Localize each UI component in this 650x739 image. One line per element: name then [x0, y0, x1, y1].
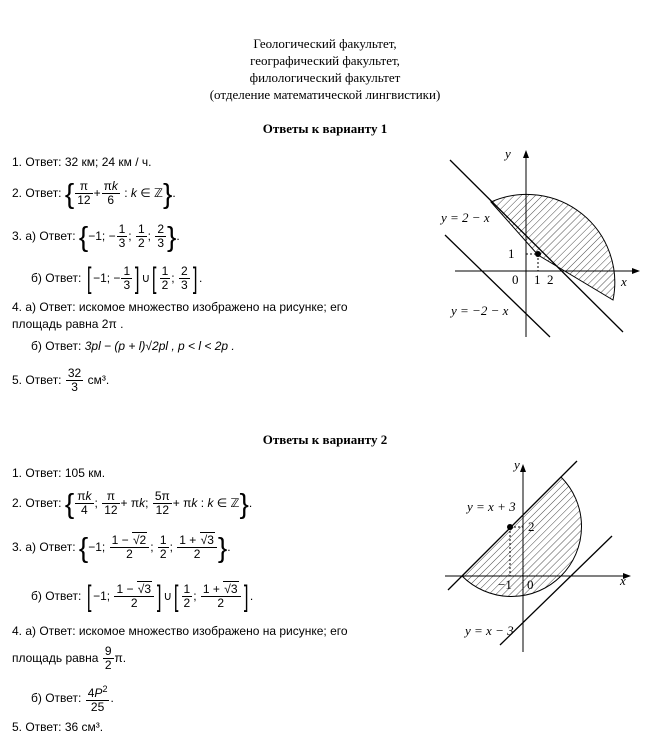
v1-answer-5-label: 5. Ответ:: [12, 373, 62, 387]
v1-answer-4b-expr: 3pl − (p + l)√2pl , p < l < 2p .: [84, 339, 235, 353]
header-line-2: географический факультет,: [250, 53, 400, 68]
v1-answer-4a-cont: площадь равна 2π .: [12, 317, 124, 331]
v1-tick-1x: 1: [534, 272, 541, 287]
v1-answer-3a-label: 3. а) Ответ:: [12, 229, 76, 243]
v2-answer-4a-cont: площадь равна $\frac{9}{2}$ π.: [12, 644, 127, 673]
v2-answer-5: 5. Ответ: 36 см³.: [12, 720, 104, 734]
variant1-title: Ответы к варианту 1: [262, 121, 388, 136]
v1-line-upper-label: y = 2 − x: [441, 210, 490, 225]
v2-shaded-region: [462, 477, 582, 597]
v1-answer-5-unit: см³.: [87, 373, 110, 387]
v2-point: [507, 524, 513, 530]
v1-x-label: x: [621, 274, 627, 289]
v1-answer-4b-label: б) Ответ:: [31, 339, 82, 353]
v1-tick-1y: 1: [508, 246, 515, 261]
v1-answer-1: 1. Ответ: 32 км; 24 км / ч.: [12, 155, 152, 169]
v2-answer-2: 2. Ответ: { $\frac{\pi k}{4}$ ; $\frac{\pi}{12}$ + πk; $\frac{5\pi}{12}$ + πk : k ∈ ℤ}.: [12, 487, 253, 519]
header-line-1: Геологический факультет,: [253, 36, 397, 51]
v1-y-arrow: [523, 150, 529, 158]
v2-tick-0: 0: [527, 577, 534, 592]
variant2-title: Ответы к варианту 2: [262, 432, 388, 447]
v2-answer-1: 1. Ответ: 105 км.: [12, 466, 106, 480]
v2-y-arrow: [520, 464, 526, 472]
v1-answer-3a: 3. а) Ответ: {−1; − $\frac{1}{3}$ ; $\frac{1}{2}$ ; $\frac{2}{3}$ }.: [12, 220, 180, 252]
v1-y-label: y: [505, 146, 511, 161]
v2-answer-4a: 4. а) Ответ: искомое множество изображено на рисунке; его: [12, 624, 348, 638]
v1-figure: [435, 140, 645, 340]
v2-answer-3b-label: б) Ответ:: [31, 589, 82, 603]
v2-line-upper-label: y = x + 3: [467, 499, 516, 514]
v2-answer-4b: б) Ответ: $\frac{4P^2}{25}$ .: [31, 684, 114, 715]
header-line-4: (отделение математической лингвистики): [209, 87, 441, 102]
v1-answer-2-label: 2. Ответ:: [12, 186, 62, 200]
header-line-3: филологический факультет: [249, 70, 401, 85]
v2-answer-4a-cont-label: площадь равна: [12, 651, 99, 665]
v2-answer-3a: 3. а) Ответ: {−1; $\frac{1 - √2}{2}$ ; $\frac{1}{2}$ ; $\frac{1 + √3}{2}$ }.: [12, 531, 231, 563]
v2-answer-3b: б) Ответ: [ −1; $\frac{1 - √3}{2}$ ] ∪[ $\frac{1}{2}$ ; $\frac{1 + √3}{2}$ ] .: [31, 579, 254, 613]
v1-tick-0: 0: [512, 272, 519, 287]
v1-answer-4b: [31, 339, 235, 353]
v2-y-label: y: [514, 457, 520, 472]
v1-answer-5: 5. Ответ: $\frac{32}{3}$ см³.: [12, 366, 110, 395]
v2-answer-2-label: 2. Ответ:: [12, 496, 62, 510]
v1-tick-2x: 2: [547, 272, 554, 287]
v2-line-lower-label: y = x − 3: [465, 623, 514, 638]
v1-answer-3b-label: б) Ответ:: [31, 271, 82, 285]
v2-figure: [440, 452, 645, 657]
v2-answer-4b-label: б) Ответ:: [31, 691, 82, 705]
v1-answer-4a: 4. а) Ответ: искомое множество изображено на рисунке; его: [12, 300, 348, 314]
v1-line-lower-label: y = −2 − x: [451, 303, 509, 318]
v2-tick-m1: −1: [498, 577, 512, 592]
v2-x-label: x: [620, 573, 626, 588]
v2-tick-2: 2: [528, 519, 535, 534]
v1-answer-2: 2. Ответ: { $\frac{\pi}{12}$ + $\frac{\pi k}{6}$ : k ∈ ℤ}.: [12, 177, 176, 209]
v1-point: [535, 251, 541, 257]
v2-answer-3a-label: 3. а) Ответ:: [12, 540, 76, 554]
v1-x-arrow: [632, 268, 640, 274]
v1-answer-3b: б) Ответ: [ −1; − $\frac{1}{3}$ ] ∪[ $\frac{1}{2}$ ; $\frac{2}{3}$ ] .: [31, 261, 203, 295]
